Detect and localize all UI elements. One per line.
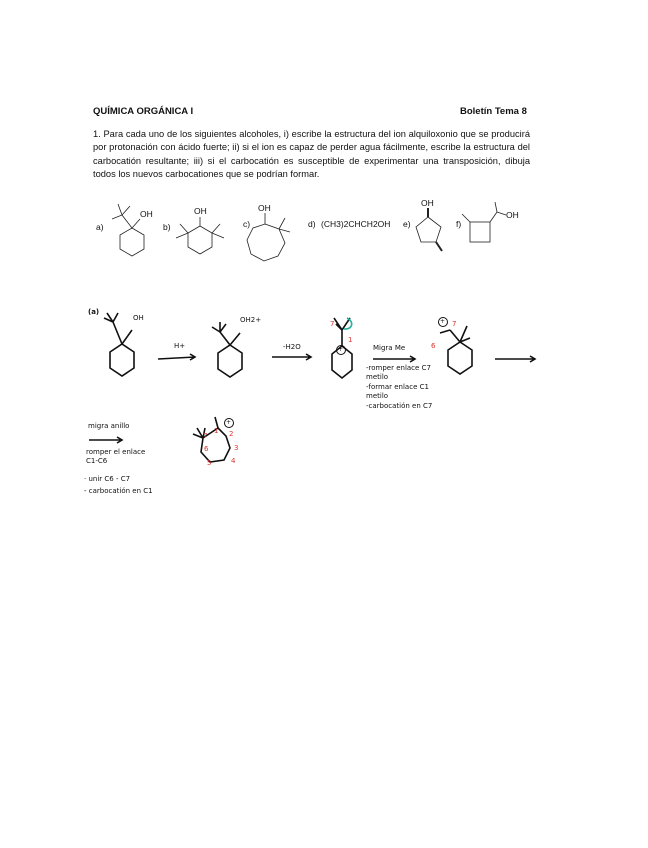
plus-charge-3: +: [226, 419, 232, 426]
ring-num-6: 6: [204, 445, 209, 453]
ring-num-2: 2: [229, 430, 234, 438]
plus-charge-2: +: [440, 318, 446, 325]
ring-num-7: 7: [203, 432, 208, 440]
ring-num-1: 1: [214, 427, 219, 435]
formula-d: (CH3)2CHCH2OH: [321, 219, 391, 229]
migra-anillo-step-3: - carbocatión en C1: [84, 487, 153, 495]
handwritten-scheme: [89, 313, 535, 462]
arrow-migra-me-label: Migra Me: [373, 344, 406, 352]
num-6: 6: [431, 342, 436, 350]
migra-anillo-step-1: romper el enlace C1-C6: [86, 448, 146, 465]
structure-b: [176, 217, 224, 254]
oh2-label: OH2+: [240, 316, 262, 324]
ring-num-4: 4: [231, 457, 236, 465]
structure-f: [462, 202, 506, 242]
oh-a: OH: [140, 209, 153, 219]
bulletin-title: Boletín Tema 8: [460, 106, 527, 117]
oh-e: OH: [421, 198, 434, 208]
label-c: c): [243, 219, 251, 229]
migra-me-step-3: -carbocatión en C7: [366, 402, 433, 410]
structure-c: [247, 213, 290, 261]
migration-arrow: [344, 318, 352, 329]
ring-num-3: 3: [234, 444, 239, 452]
part-label: (a): [88, 308, 100, 316]
num-1: 1: [348, 336, 353, 344]
ring-num-5: 5: [207, 459, 212, 467]
label-a: a): [96, 222, 104, 232]
arrow-migra-anillo-label: migra anillo: [88, 422, 130, 430]
plus-charge-1: +: [338, 346, 344, 353]
course-title: QUÍMICA ORGÁNICA I: [93, 106, 194, 117]
structure-e: [416, 208, 442, 251]
label-f: f): [456, 219, 462, 229]
num-7b: 7: [452, 320, 457, 328]
question-text: 1. Para cada uno de los siguientes alcoholes, i) escribe la estructura del ion alquiloxonio que se producirá por protonación con ácido fuerte; ii) si el ion es capaz de perder agua fácilmente, escribe la estructura del carbocatión resultante; iii) si el carbocatión es susceptible de experimentar una transposición, dibuja todos los nuevos carbocationes que se podrían formar.: [93, 129, 530, 180]
label-d: d): [308, 219, 316, 229]
oh-b: OH: [194, 206, 207, 216]
num-7: 7: [330, 320, 335, 328]
migra-me-step-1: -romper enlace C7 metilo: [366, 364, 431, 381]
label-b: b): [163, 222, 171, 232]
oh-label: OH: [133, 314, 144, 322]
label-e: e): [403, 219, 411, 229]
oh-c: OH: [258, 203, 271, 213]
oh-f: OH: [506, 210, 519, 220]
arrow-water-label: -H2O: [283, 343, 301, 351]
migra-me-step-2: -formar enlace C1 metilo: [366, 383, 429, 400]
migra-anillo-step-2: · unir C6 - C7: [84, 475, 131, 483]
arrow-h-label: H+: [174, 342, 186, 350]
